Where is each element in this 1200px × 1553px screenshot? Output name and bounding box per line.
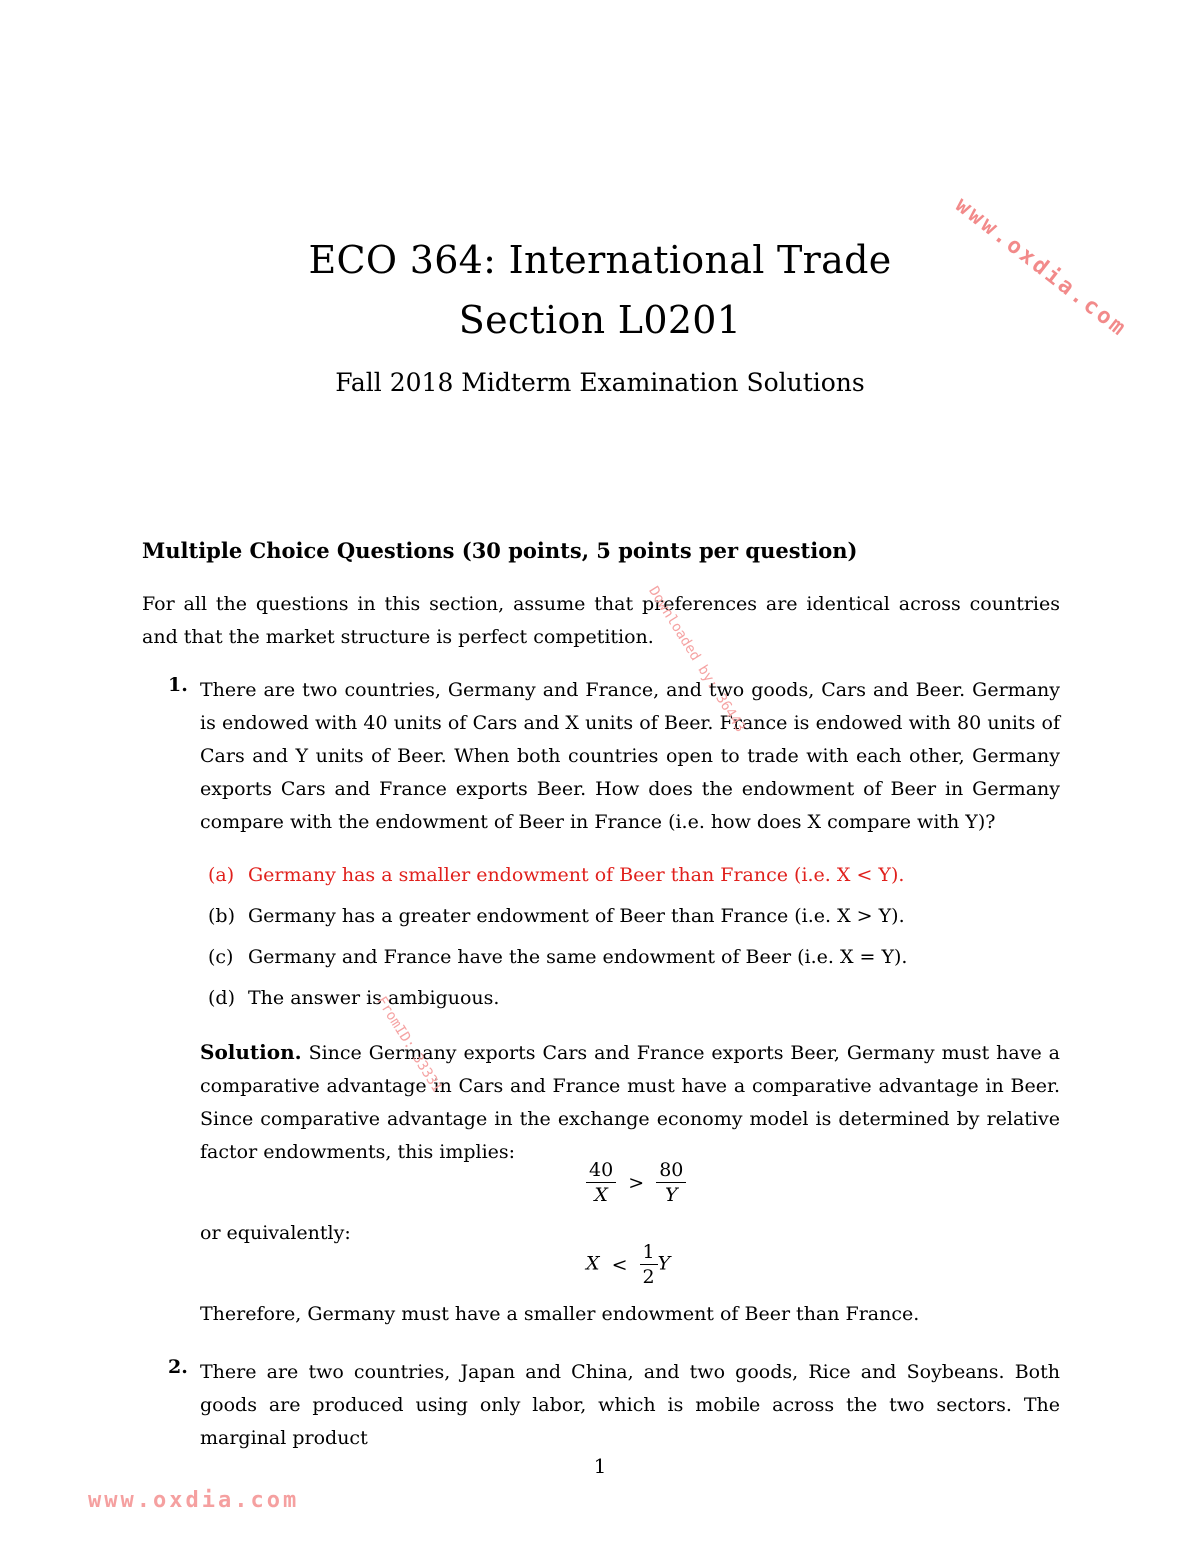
- variable-x: X: [586, 1252, 600, 1275]
- operator: >: [628, 1171, 645, 1194]
- denominator: Y: [665, 1184, 678, 1206]
- watermark-bottom-left: www.oxdia.com: [88, 1488, 300, 1513]
- fraction-left: [586, 1158, 616, 1207]
- watermark-from-id: FromID: 33331: [373, 993, 445, 1096]
- numerator: 1: [640, 1240, 658, 1265]
- question-1-option-b: [208, 905, 905, 927]
- question-1-number: 1.: [168, 674, 188, 696]
- question-1-option-c: [208, 946, 907, 968]
- watermark-download-id: Downloaded by: 36443: [645, 583, 749, 736]
- fraction-right: [656, 1158, 686, 1207]
- page-number: 1: [593, 1454, 607, 1478]
- operator: <: [611, 1253, 628, 1276]
- watermark-top-right: www.oxdia.com: [950, 192, 1133, 343]
- option-text: Germany has a greater endowment of Beer than France (i.e. X > Y).: [248, 905, 905, 927]
- solution-label: Solution.: [200, 1040, 302, 1064]
- equivalently-text: or equivalently:: [200, 1222, 351, 1244]
- question-1-option-a: [208, 864, 904, 886]
- question-1-option-d: [208, 987, 499, 1009]
- section-intro: For all the questions in this section, assume that preferences are identical across countries and that the market structure is perfect competition.: [142, 593, 1060, 648]
- option-text: Germany has a smaller endowment of Beer than France (i.e. X < Y).: [248, 864, 905, 886]
- question-2-number: 2.: [168, 1356, 188, 1378]
- option-text: The answer is ambiguous.: [248, 987, 500, 1009]
- variable-y: Y: [657, 1252, 671, 1275]
- question-1-text: There are two countries, Germany and France, and two goods, Cars and Beer. Germany is endowed with 40 units of Cars and X units of Beer. France is endowed with 80 units of Cars and Y units of Beer. When both countries open to trade with each other, Germany exports Cars and France exports Beer. How does the endowment of Beer in Germany compare with the endowment of Beer in France (i.e. how does X compare with Y)?: [200, 679, 1060, 833]
- denominator: 2: [642, 1266, 655, 1288]
- question-1-solution: [200, 1036, 1060, 1169]
- option-text: Germany and France have the same endowment of Beer (i.e. X = Y).: [248, 946, 908, 968]
- numerator: 80: [656, 1158, 686, 1183]
- denominator: X: [594, 1184, 608, 1206]
- solution-text: Since Germany exports Cars and France exports Beer, Germany must have a comparative advantage in Cars and France must have a comparative advantage in Beer. Since comparative advantage in the exchange economy model is determined by relative factor endowments, this implies:: [200, 1042, 1060, 1163]
- fraction-half: [640, 1240, 658, 1289]
- section-title: Section L0201: [458, 298, 742, 342]
- course-title: ECO 364: International Trade: [308, 238, 892, 282]
- equation-ratio-inequality: [586, 1158, 686, 1207]
- solution-conclusion: Therefore, Germany must have a smaller endowment of Beer than France.: [200, 1303, 920, 1325]
- option-label: (d): [208, 987, 235, 1009]
- section-heading: Multiple Choice Questions (30 points, 5 points per question): [142, 538, 858, 563]
- exam-subtitle: Fall 2018 Midterm Examination Solutions: [335, 368, 865, 397]
- option-label: (a): [208, 864, 235, 886]
- numerator: 40: [586, 1158, 616, 1183]
- option-label: (b): [208, 905, 235, 927]
- question-2-text: There are two countries, Japan and China, and two goods, Rice and Soybeans. Both goods are produced using only labor, which is mobile across the two sectors. The marginal product: [200, 1361, 1060, 1449]
- equation-x-less-half-y: [586, 1240, 670, 1289]
- option-label: (c): [208, 946, 234, 968]
